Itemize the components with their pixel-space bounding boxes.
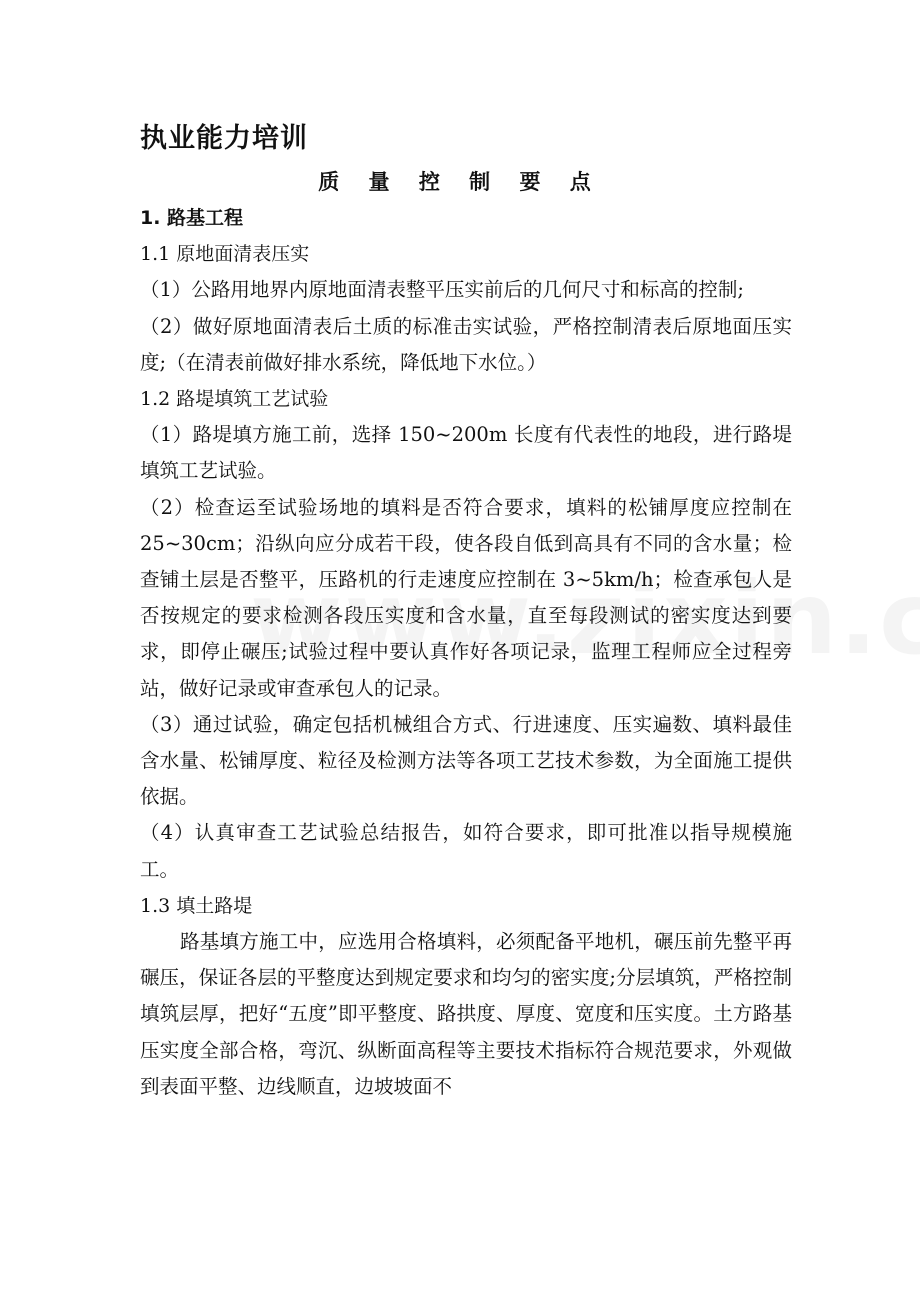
paragraph-1-2-1: （1）路堤填方施工前，选择 150~200m 长度有代表性的地段，进行路堤填筑工艺试验。 bbox=[140, 423, 792, 483]
paragraph-1-1-1: （1）公路用地界内原地面清表整平压实前后的几何尺寸和标高的控制; bbox=[140, 278, 744, 302]
document-title: 执业能力培训 bbox=[140, 123, 308, 154]
paragraph-1-2-3: （3）通过试验，确定包括机械组合方式、行进速度、压实遍数、填料最佳含水量、松铺厚度、粒径及检测方法等各项工艺技术参数，为全面施工提供依据。 bbox=[140, 712, 792, 809]
document-body bbox=[140, 200, 792, 1105]
paragraph-1-2-2: （2）检查运至试验场地的填料是否符合要求，填料的松铺厚度应控制在 25~30cm；沿纵向应分成若干段，使各段自低到高具有不同的含水量；检查铺土层是否整平，压路机的行走速度应控制在 3~5km/h；检查承包人是否按规定的要求检测各段压实度和含水量，直至每段测试的密实度达到要求，即停止碾压;试验过程中要认真作好各项记录，监理工程师应全过程旁站，做好记录或审查承包人的记录。 bbox=[140, 495, 792, 700]
document-subtitle: 质 量 控 制 要 点 bbox=[318, 170, 602, 194]
subsection-heading-1-2: 1.2 路堤填筑工艺试验 bbox=[140, 388, 329, 411]
paragraph-1-3-1: 路基填方施工中，应选用合格填料，必须配备平地机，碾压前先整平再碾压，保证各层的平整度达到规定要求和均匀的密实度;分层填筑，严格控制填筑层厚，把好“五度”即平整度、路拱度、厚度、宽度和压实度。土方路基压实度全部合格，弯沉、纵断面高程等主要技术指标符合规范要求，外观做到表面平整、边线顺直，边坡坡面不 bbox=[140, 930, 792, 1098]
section-heading-1: 1. 路基工程 bbox=[140, 207, 244, 229]
subsection-heading-1-1: 1.1 原地面清表压实 bbox=[140, 243, 310, 266]
subsection-heading-1-3: 1.3 填土路堤 bbox=[140, 894, 253, 917]
paragraph-1-2-4: （4）认真审查工艺试验总结报告，如符合要求，即可批准以指导规模施工。 bbox=[140, 821, 792, 881]
paragraph-1-1-2: （2）做好原地面清表后土质的标准击实试验，严格控制清表后原地面压实度;（在清表前做好排水系统，降低地下水位。） bbox=[140, 314, 792, 374]
